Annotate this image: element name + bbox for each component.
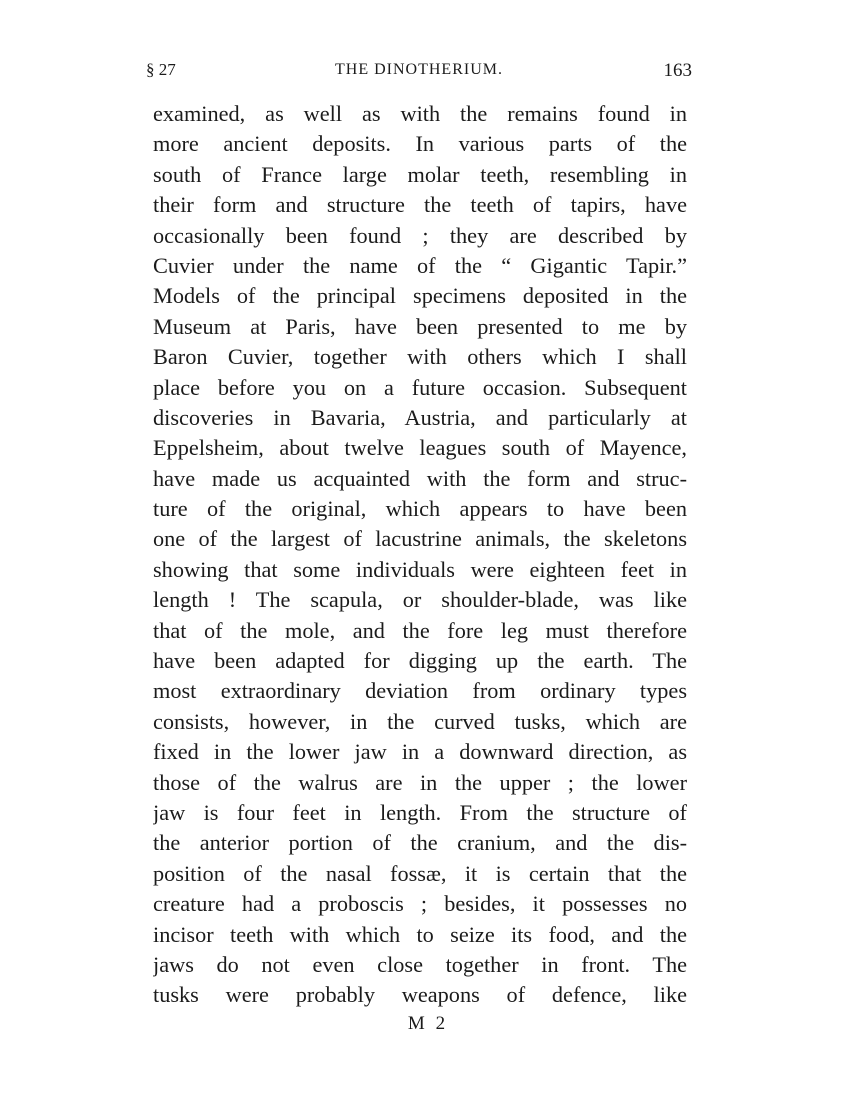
text-line: Museum at Paris, have been presented to me by (153, 313, 687, 339)
text-line: their form and structure the teeth of tapirs, have (153, 192, 687, 218)
text-line: that of the mole, and the fore leg must therefore (153, 617, 687, 643)
text-line: creature had a proboscis ; besides, it possesses no (153, 891, 687, 917)
section-number: § 27 (146, 60, 176, 79)
text-line: Models of the principal specimens deposited in the (153, 283, 687, 309)
text-line: jaw is four feet in length. From the structure of (153, 799, 687, 825)
text-line: fixed in the lower jaw in a downward direction, as (153, 739, 687, 765)
running-head (146, 60, 692, 86)
text-line: place before you on a future occasion. Subsequent (153, 374, 687, 400)
text-line: occasionally been found ; they are described by (153, 222, 687, 248)
text-line: the anterior portion of the cranium, and the dis- (153, 830, 687, 856)
text-line: have made us acquainted with the form and struc- (153, 465, 687, 491)
text-line: south of France large molar teeth, resembling in (153, 161, 687, 187)
text-line: examined, as well as with the remains found in (153, 101, 687, 126)
text-line: those of the walrus are in the upper ; the lower (153, 769, 687, 795)
running-title: THE DINOTHERIUM. (335, 61, 503, 78)
text-line: tusks were probably weapons of defence, like (153, 982, 687, 1008)
text-line: have been adapted for digging up the earth. The (153, 648, 687, 674)
text-line: showing that some individuals were eighteen feet in (153, 556, 687, 582)
text-line: discoveries in Bavaria, Austria, and particularly at (153, 404, 687, 430)
text-line: one of the largest of lacustrine animals, the skeletons (153, 526, 687, 552)
text-line: length ! The scapula, or shoulder-blade, was like (153, 587, 687, 613)
text-line: incisor teeth with which to seize its food, and the (153, 921, 687, 947)
text-line: Baron Cuvier, together with others which I shall (153, 344, 687, 370)
text-line: most extraordinary deviation from ordinary types (153, 678, 687, 704)
signature-mark: M 2 (407, 1013, 449, 1034)
text-line: Cuvier under the name of the “ Gigantic Tapir.” (153, 252, 687, 278)
text-line: more ancient deposits. In various parts of the (153, 131, 687, 157)
text-line: position of the nasal fossæ, it is certain that the (153, 860, 687, 886)
text-line: jaws do not even close together in front. The (153, 951, 687, 977)
text-line: Eppelsheim, about twelve leagues south of Mayence, (153, 435, 687, 461)
page-number: 163 (663, 60, 692, 81)
text-line: consists, however, in the curved tusks, which are (153, 708, 687, 734)
text-line: ture of the original, which appears to have been (153, 496, 687, 522)
body-text (153, 99, 687, 1011)
